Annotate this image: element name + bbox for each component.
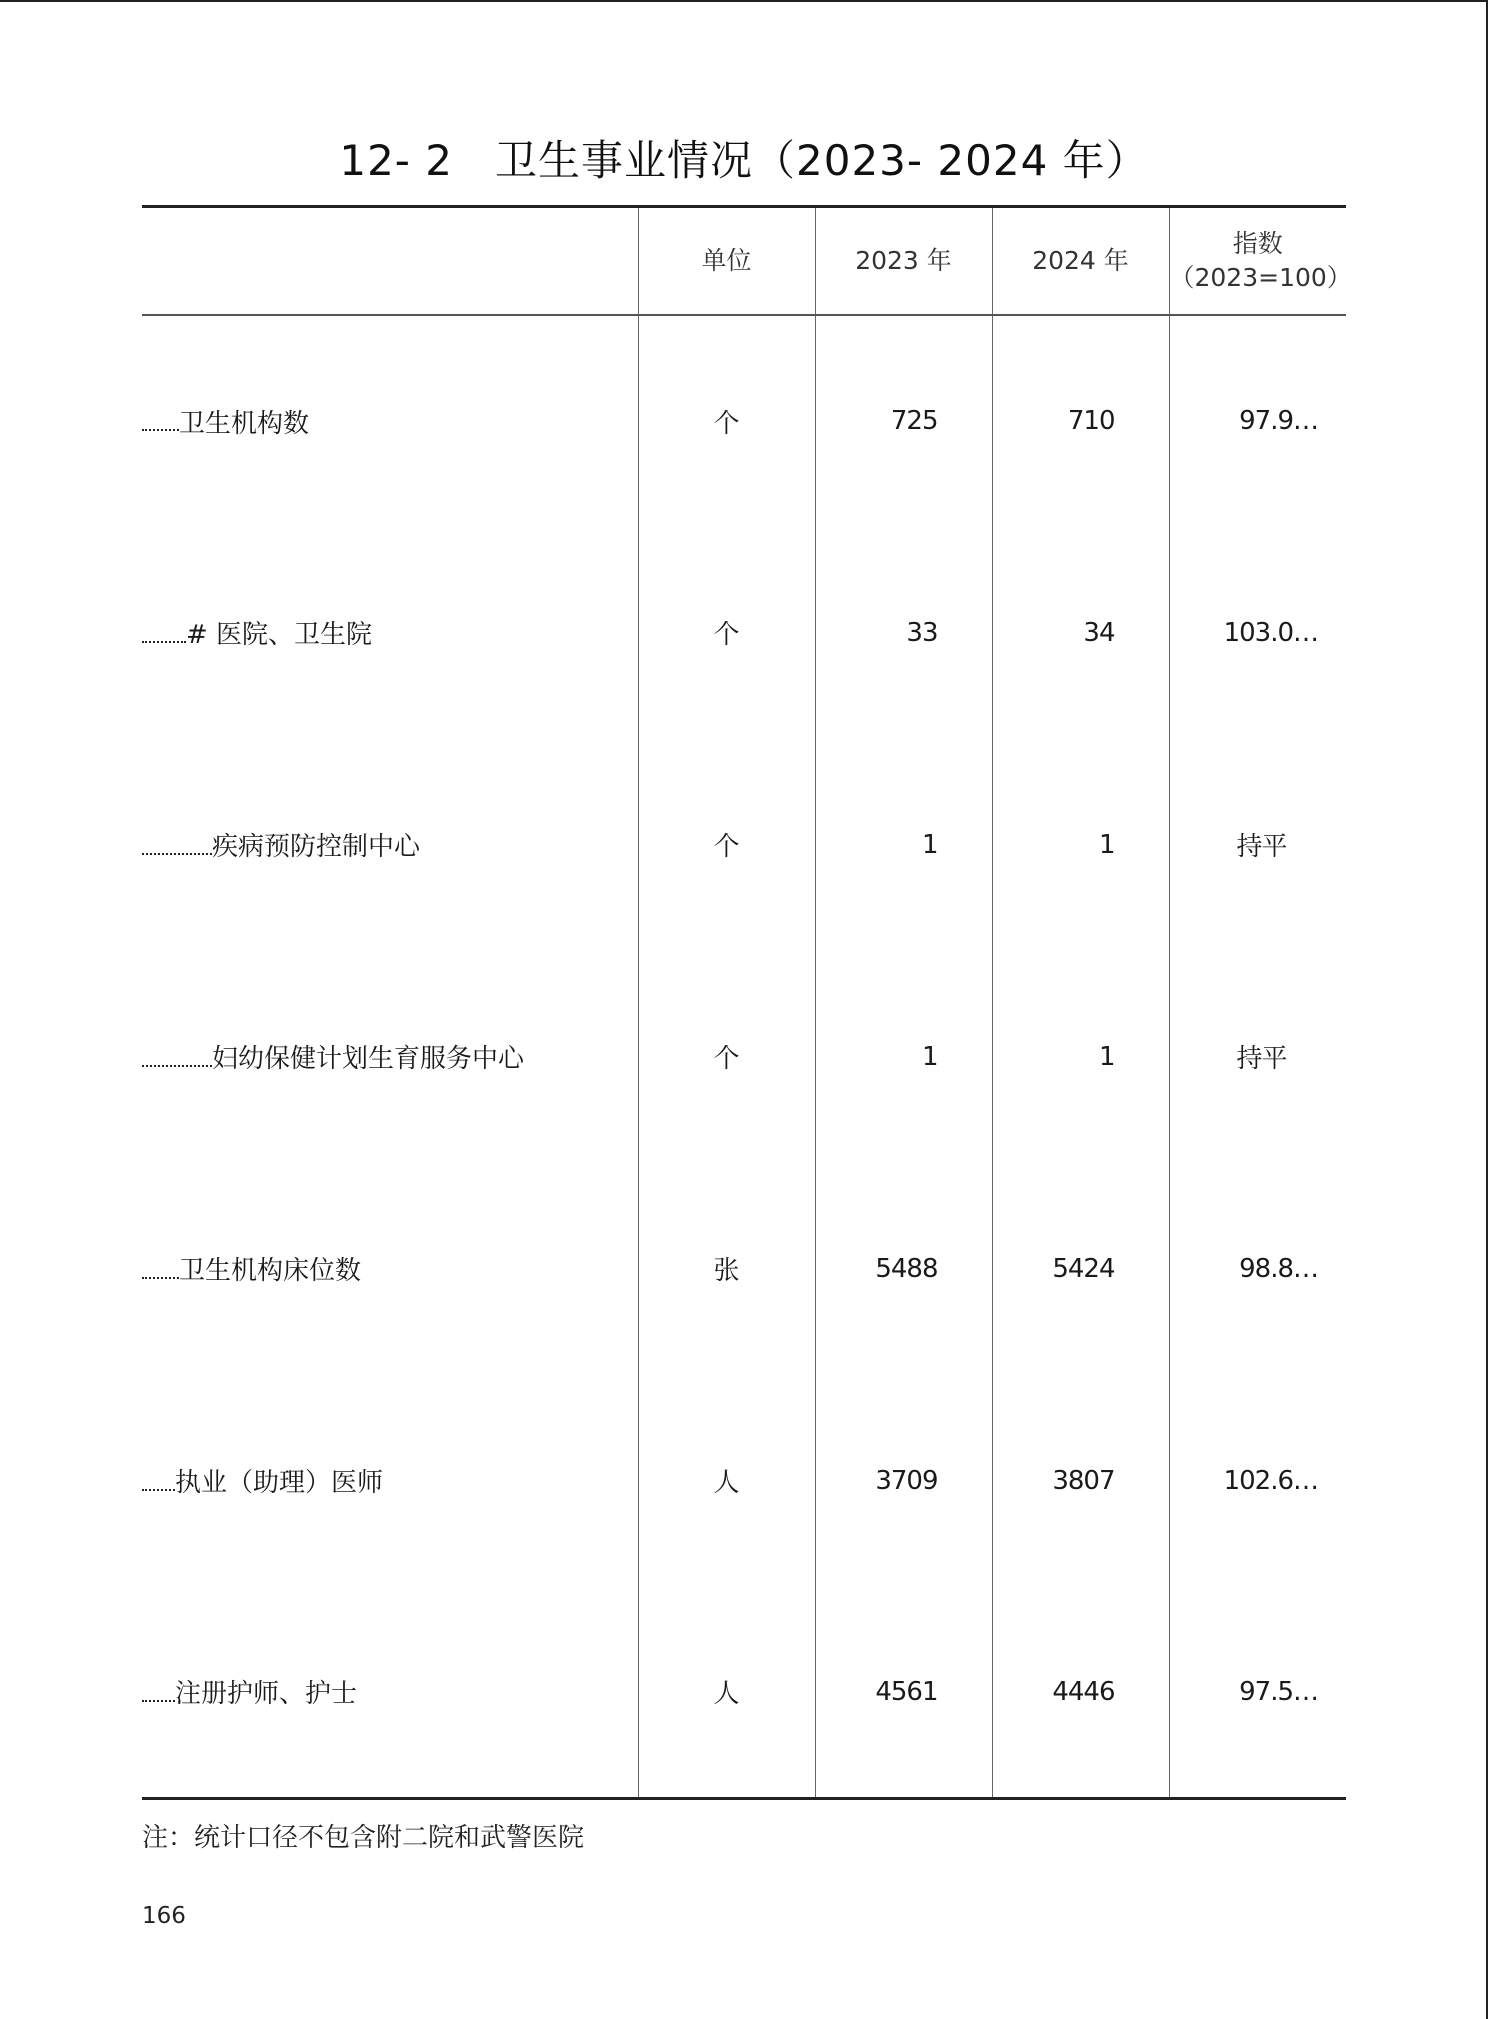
indent-leader [142,1489,175,1491]
row-value-2023: 33 [815,527,992,739]
page-number: 166 [142,1903,186,1929]
row-unit: 个 [638,315,815,527]
row-index: 97.5… [1169,1587,1346,1799]
indent-leader [142,641,186,643]
row-value-2024: 1 [992,739,1169,951]
row-label: 执业（助理）医师 [142,1375,638,1587]
row-value-2024: 1 [992,951,1169,1163]
row-value-2023: 725 [815,315,992,527]
row-label: 疾病预防控制中心 [142,739,638,951]
header-item [142,207,638,315]
indent-leader [142,429,179,431]
row-value-2023: 1 [815,739,992,951]
health-statistics-table [142,205,1352,1800]
row-unit: 人 [638,1587,815,1799]
row-value-2023: 5488 [815,1163,992,1375]
row-index: 102.6… [1169,1375,1346,1587]
row-index: 103.0… [1169,527,1346,739]
table-row [142,951,1346,1163]
row-unit: 张 [638,1163,815,1375]
row-index: 98.8… [1169,1163,1346,1375]
table-row [142,1375,1346,1587]
table-row [142,315,1346,527]
page-border-top [0,0,1488,2]
row-value-2023: 1 [815,951,992,1163]
row-unit: 人 [638,1375,815,1587]
indent-leader [142,1065,212,1067]
indent-leader [142,1277,179,1279]
header-index-label: 指数 [1232,228,1283,258]
row-value-2024: 34 [992,527,1169,739]
table-row [142,1587,1346,1799]
header-year-2024: 2024 年 [992,207,1169,315]
header-year-2023: 2023 年 [815,207,992,315]
row-unit: 个 [638,527,815,739]
row-value-2024: 4446 [992,1587,1169,1799]
header-index [1169,207,1352,315]
row-value-2024: 710 [992,315,1169,527]
row-value-2024: 3807 [992,1375,1169,1587]
table-header-row [142,207,1346,315]
row-index: 持平 [1169,951,1346,1163]
row-index: 持平 [1169,739,1346,951]
indent-leader [142,853,212,855]
row-unit: 个 [638,951,815,1163]
row-value-2024: 5424 [992,1163,1169,1375]
row-label: # 医院、卫生院 [142,527,638,739]
table-row [142,527,1346,739]
table-title-text: 卫生事业情况（2023- 2024 年） [495,136,1149,185]
header-index-base: （2023=100） [1169,262,1352,292]
row-value-2023: 3709 [815,1375,992,1587]
row-unit: 个 [638,739,815,951]
table-row [142,1163,1346,1375]
row-label: 卫生机构数 [142,315,638,527]
row-index: 97.9… [1169,315,1346,527]
row-value-2023: 4561 [815,1587,992,1799]
row-label: 注册护师、护士 [142,1587,638,1799]
indent-leader [142,1700,175,1702]
header-unit: 单位 [638,207,815,315]
table-number: 12- 2 [339,136,454,185]
table-title [0,128,1488,188]
row-label: 卫生机构床位数 [142,1163,638,1375]
table-row [142,739,1346,951]
table-footnote: 注：统计口径不包含附二院和武警医院 [142,1823,585,1853]
row-label: 妇幼保健计划生育服务中心 [142,951,638,1163]
